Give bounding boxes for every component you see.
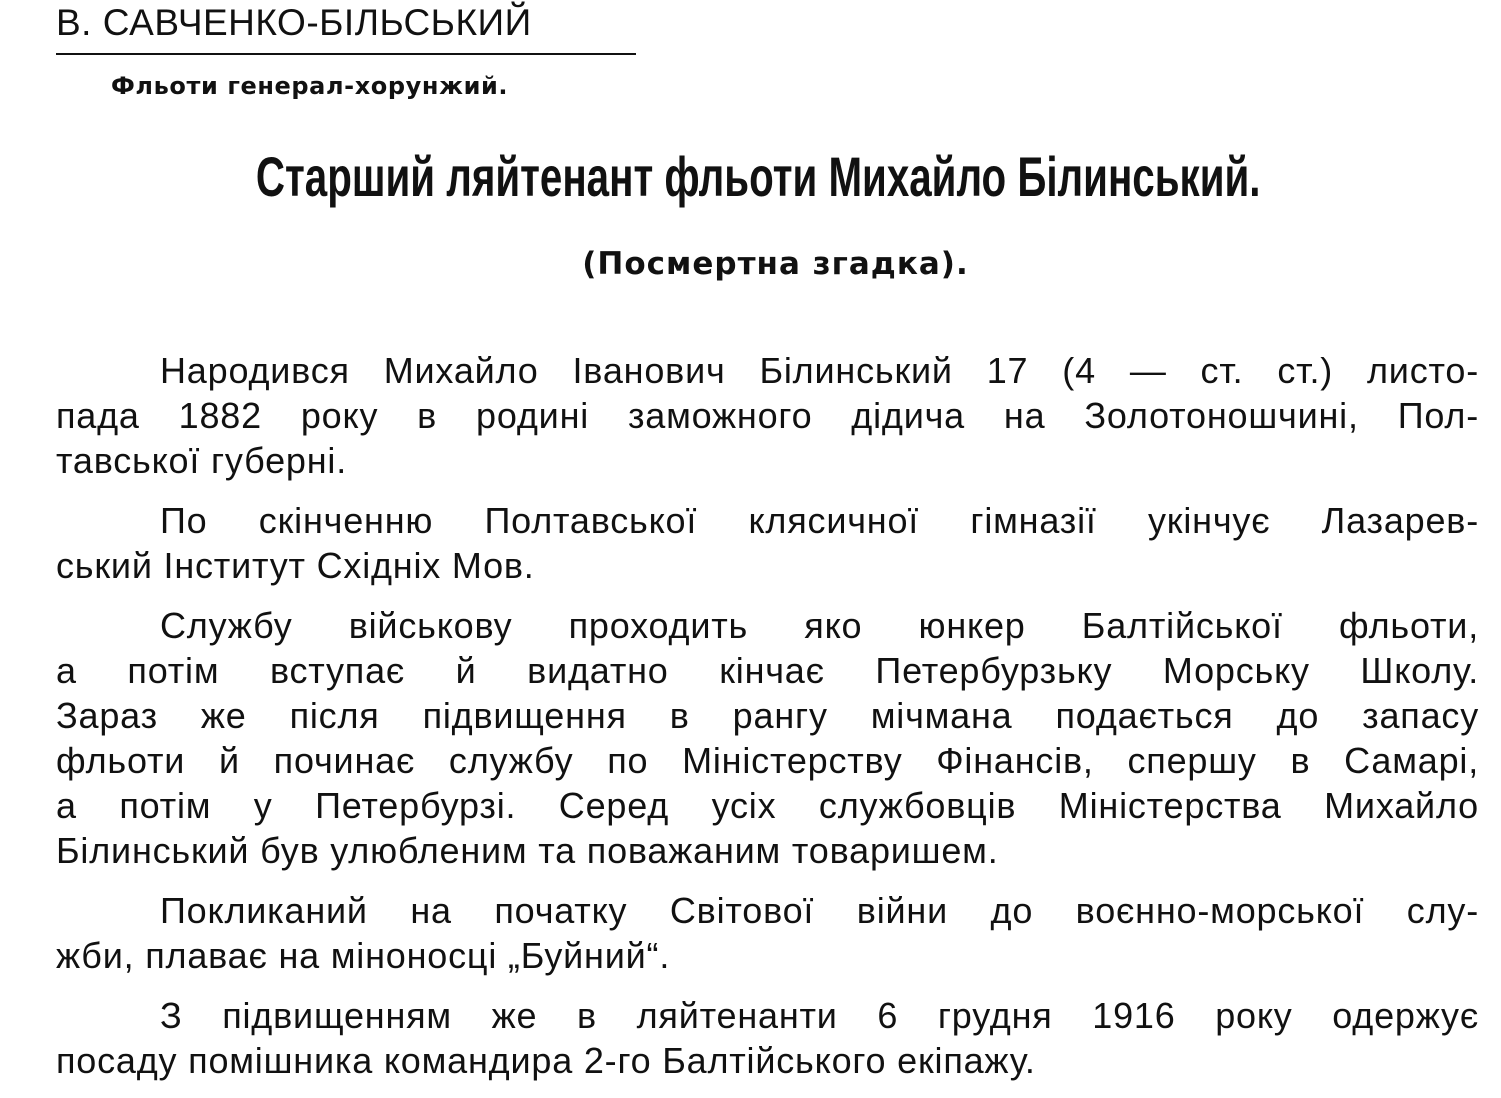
text-line: пада 1882 року в родині заможного дідича на Золотоношчині, Пол- [56, 395, 1479, 436]
text-line: Народився Михайло Іванович Білинський 17 (4 — ст. ст.) листо- [160, 350, 1479, 391]
paragraph [56, 888, 1479, 978]
paragraph [56, 603, 1479, 873]
article-title: Старший ляйтенант фльоти Михайло Білинський. [255, 145, 1261, 208]
text-line: Службу військову проходить яко юнкер Балтійської фльоти, [160, 605, 1479, 646]
author-underline [56, 53, 636, 55]
text-line: По скінченню Полтавської клясичної гімназії укінчує Лазарев- [160, 500, 1479, 541]
text-line: Білинський був улюбленим та поважаним товаришем. [56, 830, 999, 871]
text-line: посаду помішника командира 2-го Балтійського екіпажу. [56, 1040, 1036, 1081]
author-name: В. САВЧЕНКО-БІЛЬСЬКИЙ [56, 2, 532, 43]
author-rank: Фльоти генерал-хорунжий. [111, 72, 509, 100]
text-line: жби, плаває на міноносці „Буйний“. [56, 935, 671, 976]
paragraph [56, 348, 1479, 483]
paragraph [56, 993, 1479, 1083]
text-line: ський Інститут Східніх Мов. [56, 545, 535, 586]
article-subtitle: (Посмертна згадка). [582, 246, 969, 282]
text-line: Покликаний на початку Світової війни до воєнно-морської слу- [160, 890, 1479, 931]
paragraph [56, 498, 1479, 588]
text-line: а потім у Петербурзі. Серед усіх службовців Міністерства Михайло [56, 785, 1479, 826]
text-line: а потім вступає й видатно кінчає Петербурзьку Морську Школу. [56, 650, 1479, 691]
text-line: фльоти й починає службу по Міністерству Фінансів, спершу в Самарі, [56, 740, 1479, 781]
text-line: З підвищенням же в ляйтенанти 6 грудня 1916 року одержує [160, 995, 1479, 1036]
text-line: тавської губерні. [56, 440, 348, 481]
text-line: Зараз же після підвищення в рангу мічмана подається до запасу [56, 695, 1479, 736]
article-body [56, 348, 1479, 1098]
